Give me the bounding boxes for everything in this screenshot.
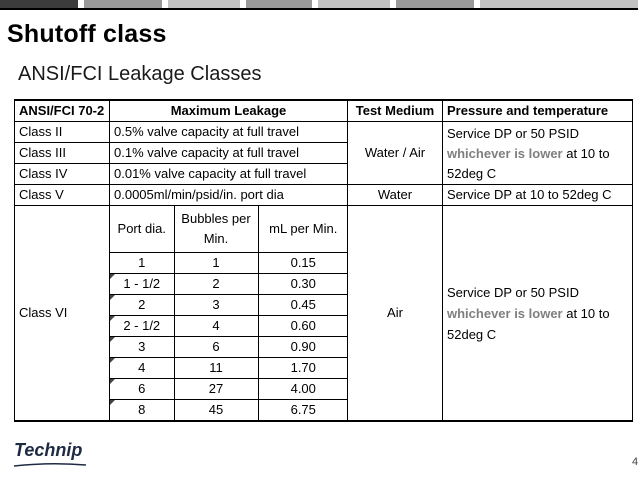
pt-line: at 10 to <box>562 146 610 161</box>
header-class: ANSI/FCI 70-2 <box>15 100 110 122</box>
bubbles-cell: 4 <box>174 316 258 337</box>
table-row <box>15 185 633 206</box>
table-header-row <box>15 100 633 122</box>
bubbles-cell: 45 <box>174 400 258 421</box>
logo-swoosh-icon <box>14 462 86 468</box>
table-row-class-vi <box>15 206 633 422</box>
port-cell <box>110 274 174 295</box>
corner-marker <box>110 316 115 321</box>
port-cell: 1 <box>110 253 174 274</box>
bubbles-cell: 3 <box>174 295 258 316</box>
corner-marker <box>110 337 115 342</box>
port-cell <box>110 379 174 400</box>
leakage-cell: 0.5% valve capacity at full travel <box>110 122 348 143</box>
bubble-header-row <box>110 206 348 253</box>
bubble-table-cell <box>110 206 348 422</box>
pt-highlight: whichever is lower <box>447 305 563 321</box>
bubble-table <box>110 206 348 420</box>
leakage-cell: 0.01% valve capacity at full travel <box>110 164 348 185</box>
leakage-cell: 0.0005ml/min/psid/in. port dia <box>110 185 348 206</box>
ml-cell: 6.75 <box>258 400 348 421</box>
top-color-strip <box>0 0 638 8</box>
port-text: 2 - 1/2 <box>123 318 161 333</box>
page-number: 4 <box>632 456 638 468</box>
slide-title: Shutoff class <box>7 20 167 48</box>
pt-line: Service DP or 50 PSID <box>447 126 579 141</box>
class-cell: Class IV <box>15 164 110 185</box>
technip-logo <box>14 440 82 461</box>
ml-cell: 1.70 <box>258 358 348 379</box>
bubble-row <box>110 337 348 358</box>
strip-segment <box>0 0 78 8</box>
port-cell <box>110 295 174 316</box>
pt-line: at 10 to <box>562 305 610 321</box>
ml-cell: 0.60 <box>258 316 348 337</box>
header-bubbles: Bubbles per Min. <box>174 206 258 253</box>
bubbles-cell: 27 <box>174 379 258 400</box>
ml-cell: 0.45 <box>258 295 348 316</box>
bubbles-cell: 11 <box>174 358 258 379</box>
bubble-row <box>110 400 348 421</box>
pressure-temp-cell: Service DP at 10 to 52deg C <box>443 185 633 206</box>
ml-cell: 0.15 <box>258 253 348 274</box>
port-cell <box>110 337 174 358</box>
corner-marker <box>110 379 115 384</box>
header-pressure-temp: Pressure and temperature <box>443 100 633 122</box>
corner-marker <box>110 358 115 363</box>
port-text: 1 - 1/2 <box>123 276 161 291</box>
table-row <box>15 122 633 143</box>
ml-cell: 0.30 <box>258 274 348 295</box>
strip-segment <box>168 0 240 8</box>
strip-segment <box>84 0 162 8</box>
pressure-temp-cell <box>443 122 633 185</box>
port-text: 2 <box>138 297 146 312</box>
corner-marker <box>110 400 115 405</box>
class-cell: Class VI <box>15 206 110 422</box>
corner-marker <box>110 295 115 300</box>
bubble-row <box>110 379 348 400</box>
bubbles-cell: 6 <box>174 337 258 358</box>
corner-marker <box>110 274 115 279</box>
bubble-row <box>110 253 348 274</box>
pt-highlight: whichever is lower <box>447 146 563 161</box>
medium-cell: Air <box>348 206 443 422</box>
bubble-row <box>110 274 348 295</box>
port-cell <box>110 358 174 379</box>
port-cell <box>110 400 174 421</box>
class-cell: Class II <box>15 122 110 143</box>
bubbles-cell: 2 <box>174 274 258 295</box>
port-text: 8 <box>138 402 146 417</box>
header-ml-per-min: mL per Min. <box>258 206 348 253</box>
bubble-row <box>110 316 348 337</box>
class-cell: Class III <box>15 143 110 164</box>
header-rule <box>0 8 638 10</box>
header-port-dia: Port dia. <box>110 206 174 253</box>
pressure-temp-cell <box>443 206 633 422</box>
bubble-row <box>110 295 348 316</box>
port-text: 6 <box>138 381 146 396</box>
leakage-table <box>14 99 633 422</box>
strip-segment <box>246 0 312 8</box>
leakage-cell: 0.1% valve capacity at full travel <box>110 143 348 164</box>
medium-cell: Water <box>348 185 443 206</box>
port-cell <box>110 316 174 337</box>
logo-text: Technip <box>14 440 83 460</box>
pt-line: 52deg C <box>447 166 497 181</box>
bubbles-cell: 1 <box>174 253 258 274</box>
pt-line: Service DP or 50 PSID <box>447 284 579 300</box>
header-max-leakage: Maximum Leakage <box>110 100 348 122</box>
header-test-medium: Test Medium <box>348 100 443 122</box>
pt-line: 52deg C <box>447 326 497 342</box>
strip-segment <box>480 0 638 8</box>
ml-cell: 0.90 <box>258 337 348 358</box>
bubble-row <box>110 358 348 379</box>
strip-segment <box>318 0 390 8</box>
class-cell: Class V <box>15 185 110 206</box>
strip-segment <box>396 0 474 8</box>
medium-cell: Water / Air <box>348 122 443 185</box>
ml-cell: 4.00 <box>258 379 348 400</box>
slide-subtitle: ANSI/FCI Leakage Classes <box>18 63 262 85</box>
port-text: 4 <box>138 360 146 375</box>
port-text: 3 <box>138 339 146 354</box>
